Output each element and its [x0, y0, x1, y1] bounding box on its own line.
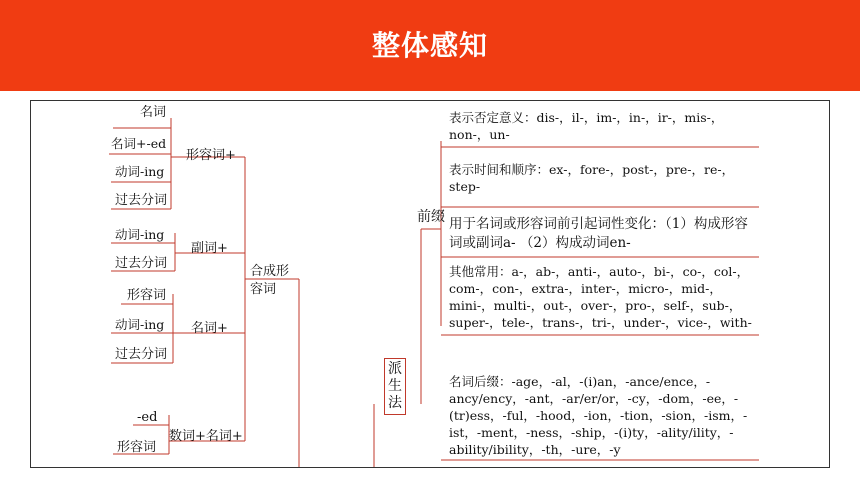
- numeral-item-1: -ed: [137, 410, 158, 425]
- compound-adjective-label: 合成形容词: [250, 264, 290, 297]
- adv-item-1: 动词-ing: [115, 227, 165, 242]
- adjective-plus-label: 形容词+: [186, 148, 236, 163]
- noun-item-3: 过去分词: [115, 347, 168, 362]
- adj-item-3: 动词-ing: [115, 164, 165, 179]
- page-title: 整体感知: [371, 29, 488, 62]
- mind-map-frame: [30, 100, 830, 468]
- noun-suffix-list: 名词后缀：-age，-al，-(i)an，-ance/ence，-ancy/ency，-ant，-ar/er/or，-cy，-dom，-ee，-(tr)ess，-ful，-hood，-ion，-tion，-sion，-ism，-ist，-ment，-ness，-ship，-(i)ty，-ality/ility，-ability/ibility，-th，-ure，-y: [449, 374, 748, 457]
- prefix-time-order: 表示时间和顺序：ex-，fore-，post-，pre-，re-，step-: [449, 162, 735, 194]
- adj-item-4: 过去分词: [115, 193, 168, 208]
- adj-item-1: 名词: [140, 105, 167, 120]
- numeral-noun-plus-label: 数词+名词+: [169, 429, 243, 444]
- prefix-negative: 表示否定意义：dis-，il-，im-，in-，ir-，mis-，non-，un-: [449, 110, 724, 142]
- prefix-pos-change: 用于名词或形容词前引起词性变化：（1）构成形容词或副词a- （2）构成动词en-: [449, 216, 748, 251]
- prefix-label: 前缀: [417, 209, 445, 225]
- derivation-label: 派生法: [384, 358, 406, 415]
- noun-item-2: 动词-ing: [115, 317, 165, 332]
- noun-item-1: 形容词: [127, 288, 167, 303]
- noun-plus-label: 名词+: [191, 321, 228, 336]
- adv-item-2: 过去分词: [115, 256, 168, 271]
- numeral-item-2: 形容词: [117, 440, 157, 455]
- adverb-plus-label: 副词+: [191, 241, 228, 256]
- adj-item-2: 名词+-ed: [111, 136, 167, 151]
- prefix-other-common: 其他常用：a-，ab-，anti-，auto-，bi-，co-，col-，com-，con-，extra-，inter-，micro-，mid-，mini-，multi-，out-，over-，pro-，self-，sub-，super-，tele-，trans-，tri-，under-，vice-，with-: [449, 264, 752, 330]
